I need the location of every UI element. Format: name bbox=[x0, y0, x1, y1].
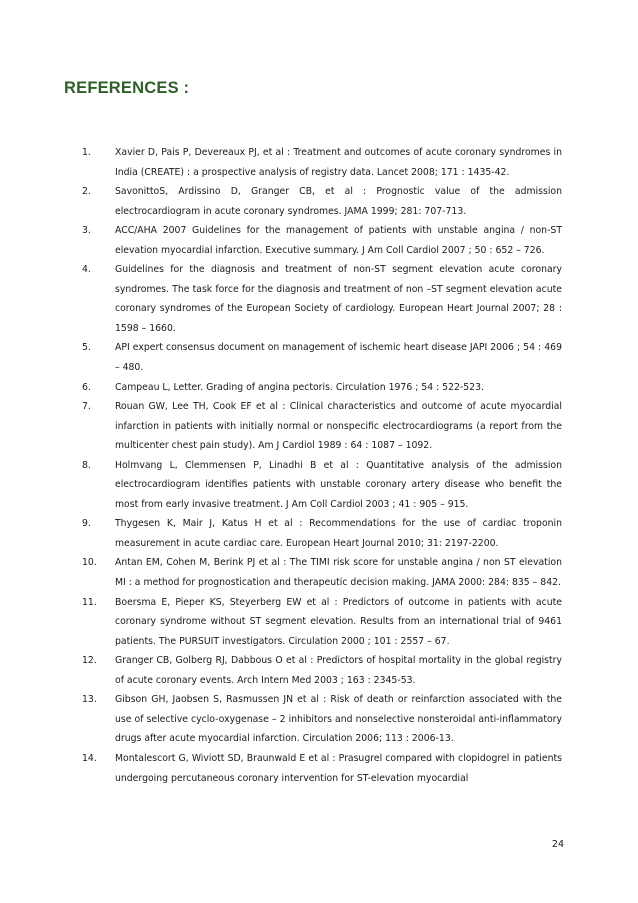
reference-item bbox=[82, 749, 562, 788]
reference-item bbox=[82, 514, 562, 553]
page-number: 24 bbox=[551, 839, 564, 850]
reference-item bbox=[82, 553, 562, 592]
reference-text: ACC/AHA 2007 Guidelines for the management of patients with unstable angina / non-ST elevation myocardial infarction. Executive summary. J Am Coll Cardiol 2007 ; 50 : 652 – 726. bbox=[115, 225, 562, 256]
reference-text: Guidelines for the diagnosis and treatment of non-ST segment elevation acute coronary syndromes. The task force for the diagnosis and treatment of non –ST segment elevation acute coronary syndromes of the European Society of cardiology. European Heart Journal 2007; 28 : 1598 – 1660. bbox=[115, 264, 562, 334]
reference-text: SavonittoS, Ardissino D, Granger CB, et al : Prognostic value of the admission electrocardiogram in acute coronary syndromes. JAMA 1999; 281: 707-713. bbox=[115, 186, 562, 217]
reference-number: 5. bbox=[82, 342, 91, 354]
reference-item bbox=[82, 397, 562, 456]
reference-text: Campeau L, Letter. Grading of angina pectoris. Circulation 1976 ; 54 : 522-523. bbox=[115, 381, 484, 393]
reference-text: Granger CB, Golberg RJ, Dabbous O et al : Predictors of hospital mortality in the global registry of acute coronary events. Arch Intern Med 2003 ; 163 : 2345-53. bbox=[115, 655, 562, 686]
reference-number: 11. bbox=[82, 596, 97, 608]
reference-list bbox=[82, 143, 562, 788]
reference-number: 10. bbox=[82, 557, 97, 569]
reference-item bbox=[82, 260, 562, 338]
reference-number: 9. bbox=[82, 518, 91, 530]
reference-number: 3. bbox=[82, 225, 91, 237]
reference-item bbox=[82, 651, 562, 690]
reference-number: 7. bbox=[82, 401, 91, 413]
reference-number: 13. bbox=[82, 694, 97, 706]
reference-text: Gibson GH, Jaobsen S, Rasmussen JN et al : Risk of death or reinfarction associated with the use of selective cyclo-oxygenase – 2 inhibitors and nonselective nonsteroidal anti-inflammatory drugs after acute myocardial infarction. Circulation 2006; 113 : 2006-13. bbox=[115, 694, 562, 745]
reference-text: Holmvang L, Clemmensen P, Linadhi B et al : Quantitative analysis of the admission electrocardiogram identifies patients with unstable coronary artery disease who benefit the most from early invasive treatment. J Am Coll Cardiol 2003 ; 41 : 905 – 915. bbox=[115, 459, 562, 510]
references-heading: REFERENCES : bbox=[64, 79, 190, 97]
reference-number: 8. bbox=[82, 459, 91, 471]
reference-text: Rouan GW, Lee TH, Cook EF et al : Clinical characteristics and outcome of acute myocardial infarction in patients with initially normal or nonspecific electrocardiograms (a report from the multicenter chest pain study). Am J Cardiol 1989 : 64 : 1087 – 1092. bbox=[115, 401, 562, 452]
reference-number: 4. bbox=[82, 264, 91, 276]
reference-text: API expert consensus document on management of ischemic heart disease JAPI 2006 ; 54 : 469 – 480. bbox=[115, 342, 562, 374]
reference-number: 14. bbox=[82, 752, 97, 764]
reference-item bbox=[82, 182, 562, 221]
reference-text: Thygesen K, Mair J, Katus H et al : Recommendations for the use of cardiac troponin measurement in acute cardiac care. European Heart Journal 2010; 31: 2197-2200. bbox=[115, 518, 562, 549]
reference-text: Antan EM, Cohen M, Berink PJ et al : The TIMI risk score for unstable angina / non ST elevation MI : a method for prognostication and therapeutic decision making. JAMA 2000: 284: 835 – 842. bbox=[115, 557, 562, 589]
reference-item bbox=[82, 593, 562, 652]
reference-text: Xavier D, Pais P, Devereaux PJ, et al : Treatment and outcomes of acute coronary syndromes in India (CREATE) : a prospective analysis of registry data. Lancet 2008; 171 : 1435-42. bbox=[115, 147, 562, 178]
reference-item bbox=[82, 378, 562, 398]
reference-item bbox=[82, 338, 562, 377]
reference-number: 6. bbox=[82, 381, 91, 393]
reference-item bbox=[82, 456, 562, 515]
reference-text: Boersma E, Pieper KS, Steyerberg EW et al : Predictors of outcome in patients with acute coronary syndrome without ST segment elevation. Results from an international trial of 9461 patients. The PURSUIT investigators. Circulation 2000 ; 101 : 2557 – 67. bbox=[115, 596, 562, 647]
reference-number: 12. bbox=[82, 655, 97, 667]
reference-text: Montalescort G, Wiviott SD, Braunwald E et al : Prasugrel compared with clopidogrel in patients undergoing percutaneous coronary intervention for ST-elevation myocardial bbox=[115, 752, 562, 784]
reference-item bbox=[82, 690, 562, 749]
reference-number: 1. bbox=[82, 147, 91, 158]
reference-number: 2. bbox=[82, 186, 91, 198]
reference-item bbox=[82, 221, 562, 260]
reference-item bbox=[82, 143, 562, 182]
